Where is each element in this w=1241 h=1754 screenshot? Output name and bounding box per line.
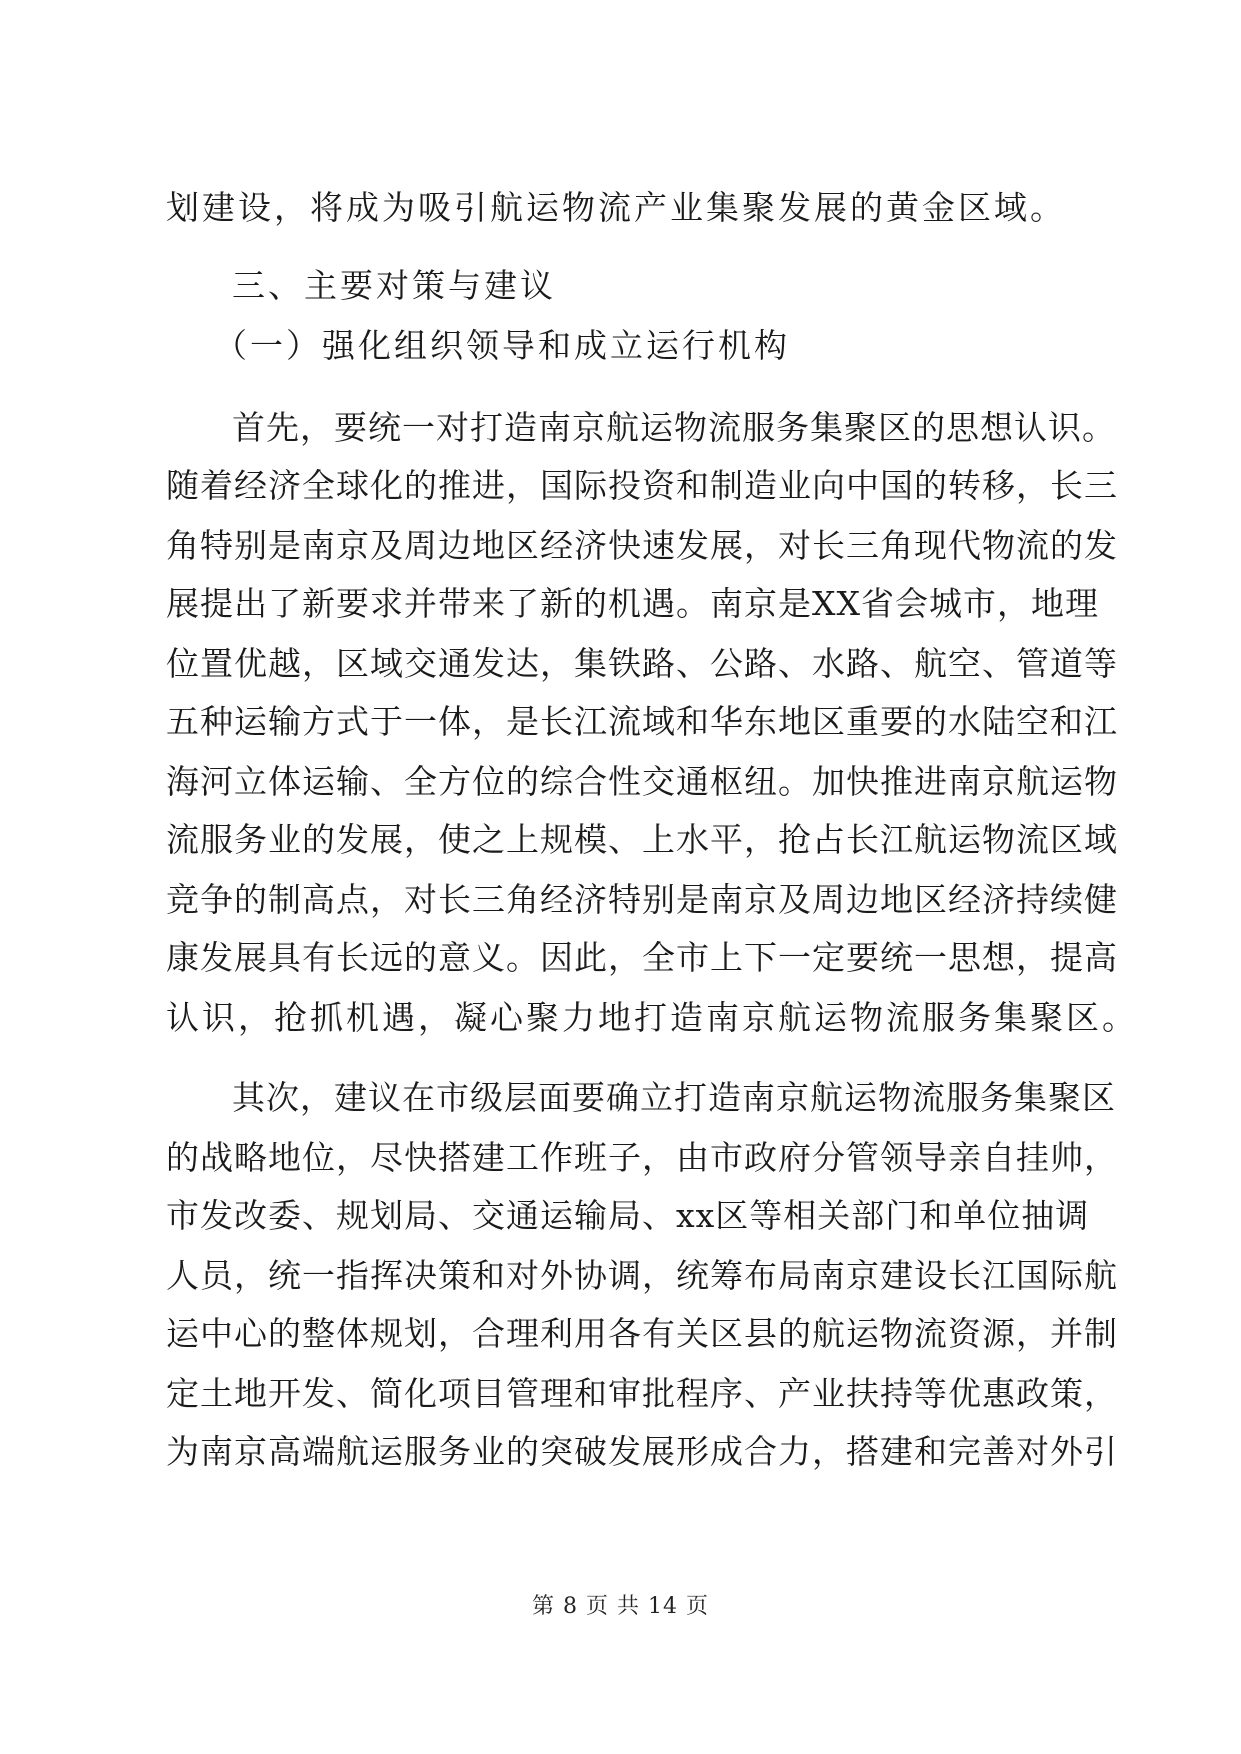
paragraph-line: 市发改委、规划局、交通运输局、xx区等相关部门和单位抽调 <box>166 1196 1090 1235</box>
paragraph-line: 运中心的整体规划，合理利用各有关区县的航运物流资源，并制 <box>166 1314 1118 1353</box>
paragraph-line: 海河立体运输、全方位的综合性交通枢纽。加快推进南京航运物 <box>166 762 1118 801</box>
paragraph-line: 五种运输方式于一体，是长江流域和华东地区重要的水陆空和江 <box>166 702 1118 741</box>
paragraph-line: 位置优越，区域交通发达，集铁路、公路、水路、航空、管道等 <box>166 644 1118 683</box>
paragraph-line: 流服务业的发展，使之上规模、上水平，抢占长江航运物流区域 <box>166 820 1118 859</box>
section-heading: 三、主要对策与建议 <box>232 266 556 305</box>
paragraph-line: 竞争的制高点，对长三角经济特别是南京及周边地区经济持续健 <box>166 880 1118 919</box>
paragraph-line: 首先，要统一对打造南京航运物流服务集聚区的思想认识。 <box>232 408 1116 447</box>
paragraph-line: 康发展具有长远的意义。因此，全市上下一定要统一思想，提高 <box>166 938 1118 977</box>
page-number-footer: 第 8 页 共 14 页 <box>532 1594 709 1619</box>
paragraph-line: 其次，建议在市级层面要确立打造南京航运物流服务集聚区 <box>232 1078 1116 1117</box>
paragraph-line: 角特别是南京及周边地区经济快速发展，对长三角现代物流的发 <box>166 526 1118 565</box>
paragraph-line: 认识，抢抓机遇，凝心聚力地打造南京航运物流服务集聚区。 <box>166 998 1138 1037</box>
paragraph-line: 的战略地位，尽快搭建工作班子，由市政府分管领导亲自挂帅， <box>166 1138 1118 1177</box>
paragraph-line: 人员，统一指挥决策和对外协调，统筹布局南京建设长江国际航 <box>166 1256 1118 1295</box>
paragraph-line: 定土地开发、简化项目管理和审批程序、产业扶持等优惠政策， <box>166 1374 1118 1413</box>
paragraph-line: 为南京高端航运服务业的突破发展形成合力，搭建和完善对外引 <box>166 1432 1118 1471</box>
paragraph-line: 展提出了新要求并带来了新的机遇。南京是XX省会城市，地理 <box>166 584 1099 623</box>
paragraph-line: 划建设，将成为吸引航运物流产业集聚发展的黄金区域。 <box>166 188 1066 227</box>
paragraph-line: 随着经济全球化的推进，国际投资和制造业向中国的转移，长三 <box>166 466 1118 505</box>
subsection-heading: （一）强化组织领导和成立运行机构 <box>214 326 790 365</box>
